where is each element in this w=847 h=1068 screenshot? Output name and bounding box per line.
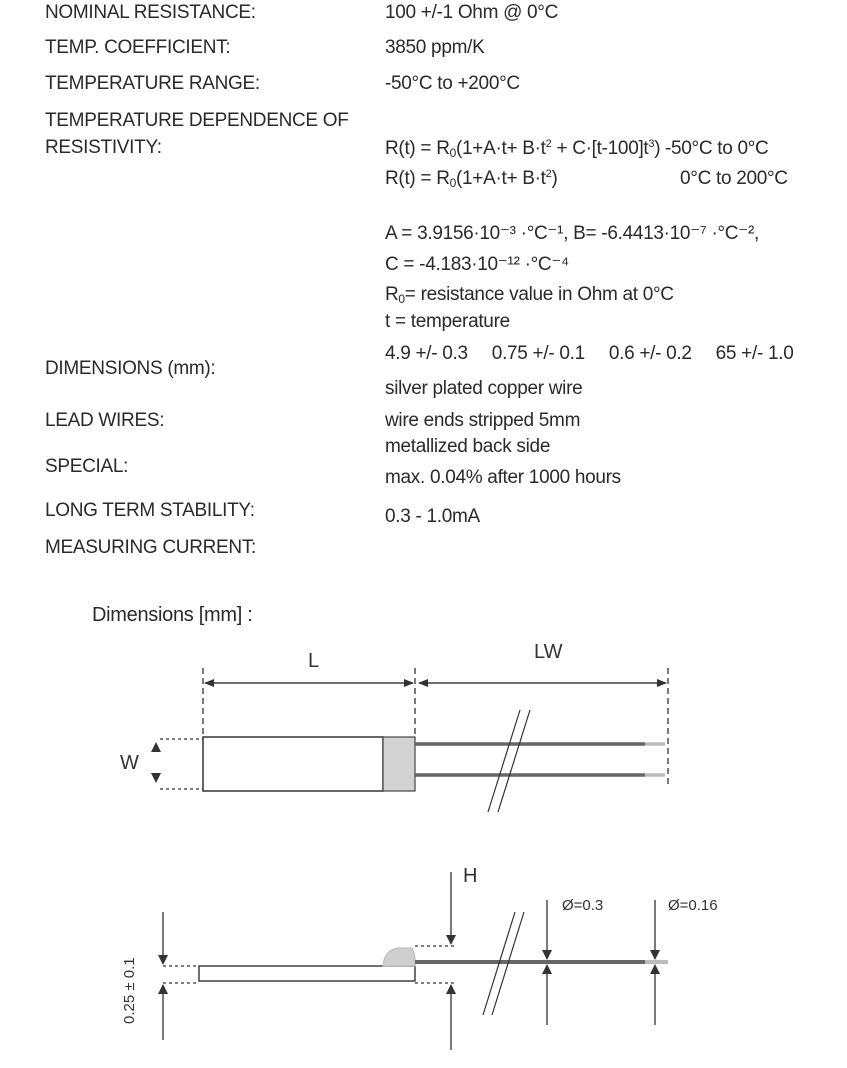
equation-2-range: 0°C to 200°C: [680, 168, 788, 189]
measuring-current-label: MEASURING CURRENT:: [45, 537, 257, 558]
label-l: L: [308, 650, 320, 672]
dimension-value: 65 +/- 1.0: [715, 343, 794, 364]
special-label: SPECIAL:: [45, 456, 129, 477]
equation-2: $R(t) = R_0(1+A\cdot t+ B\cdot t^2)$: [385, 168, 558, 190]
temperature-dependence-label-1: TEMPERATURE DEPENDENCE OF: [45, 110, 349, 131]
coefficients-line-2: C = -4.183·10⁻¹² ·°C⁻⁴: [385, 254, 569, 275]
lead-wires-label: LEAD WIRES:: [45, 410, 165, 431]
nominal-resistance-label: NOMINAL RESISTANCE:: [45, 2, 256, 23]
t-definition: t = temperature: [385, 311, 510, 332]
temperature-dependence-label-2: RESISTIVITY:: [45, 137, 162, 158]
label-h: H: [463, 865, 478, 887]
dimension-value: 0.75 +/- 0.1: [491, 343, 585, 364]
label-lw: LW: [534, 641, 563, 663]
dimension-value: 4.9 +/- 0.3: [385, 343, 468, 364]
long-term-stability-value: max. 0.04% after 1000 hours: [385, 467, 621, 488]
dimension-value: 0.6 +/- 0.2: [608, 343, 692, 364]
r0-definition-text: = resistance value in Ohm at 0°C: [404, 284, 674, 305]
temperature-range-value: -50°C to +200°C: [385, 73, 520, 94]
dimensions-label: DIMENSIONS (mm):: [45, 358, 216, 379]
coefficients-line-1: A = 3.9156·10⁻³ ·°C⁻¹, B= -6.4413·10⁻⁷ ·°C⁻²,: [385, 223, 759, 244]
label-diameter-wire-end: Ø=0.16: [668, 897, 718, 914]
temp-coefficient-label: TEMP. COEFFICIENT:: [45, 37, 231, 58]
long-term-stability-label: LONG TERM STABILITY:: [45, 500, 255, 521]
label-thickness: 0.25 ± 0.1: [121, 957, 138, 1024]
r0-definition: $R_0=$ resistance value in Ohm at 0°C: [385, 284, 674, 306]
lead-wires-value: silver plated copper wire: [385, 378, 583, 399]
equation-1-range: -50°C to 0°C: [665, 138, 769, 159]
label-w: W: [120, 752, 139, 774]
equation-1: $R(t) = R_0(1+A\cdot t+ B\cdot t^2 + C\cdot[t-100]t^3)$: [385, 138, 661, 160]
special-value-2: metallized back side: [385, 436, 551, 457]
drawing-title: Dimensions [mm] :: [92, 604, 253, 626]
temp-coefficient-value: 3850 ppm/K: [385, 37, 485, 58]
label-diameter-wire: Ø=0.3: [562, 897, 604, 914]
nominal-resistance-value: 100 +/-1 Ohm @ 0°C: [385, 2, 559, 23]
measuring-current-value: 0.3 - 1.0mA: [385, 506, 480, 527]
special-value-1: wire ends stripped 5mm: [385, 410, 581, 431]
temperature-range-label: TEMPERATURE RANGE:: [45, 73, 260, 94]
